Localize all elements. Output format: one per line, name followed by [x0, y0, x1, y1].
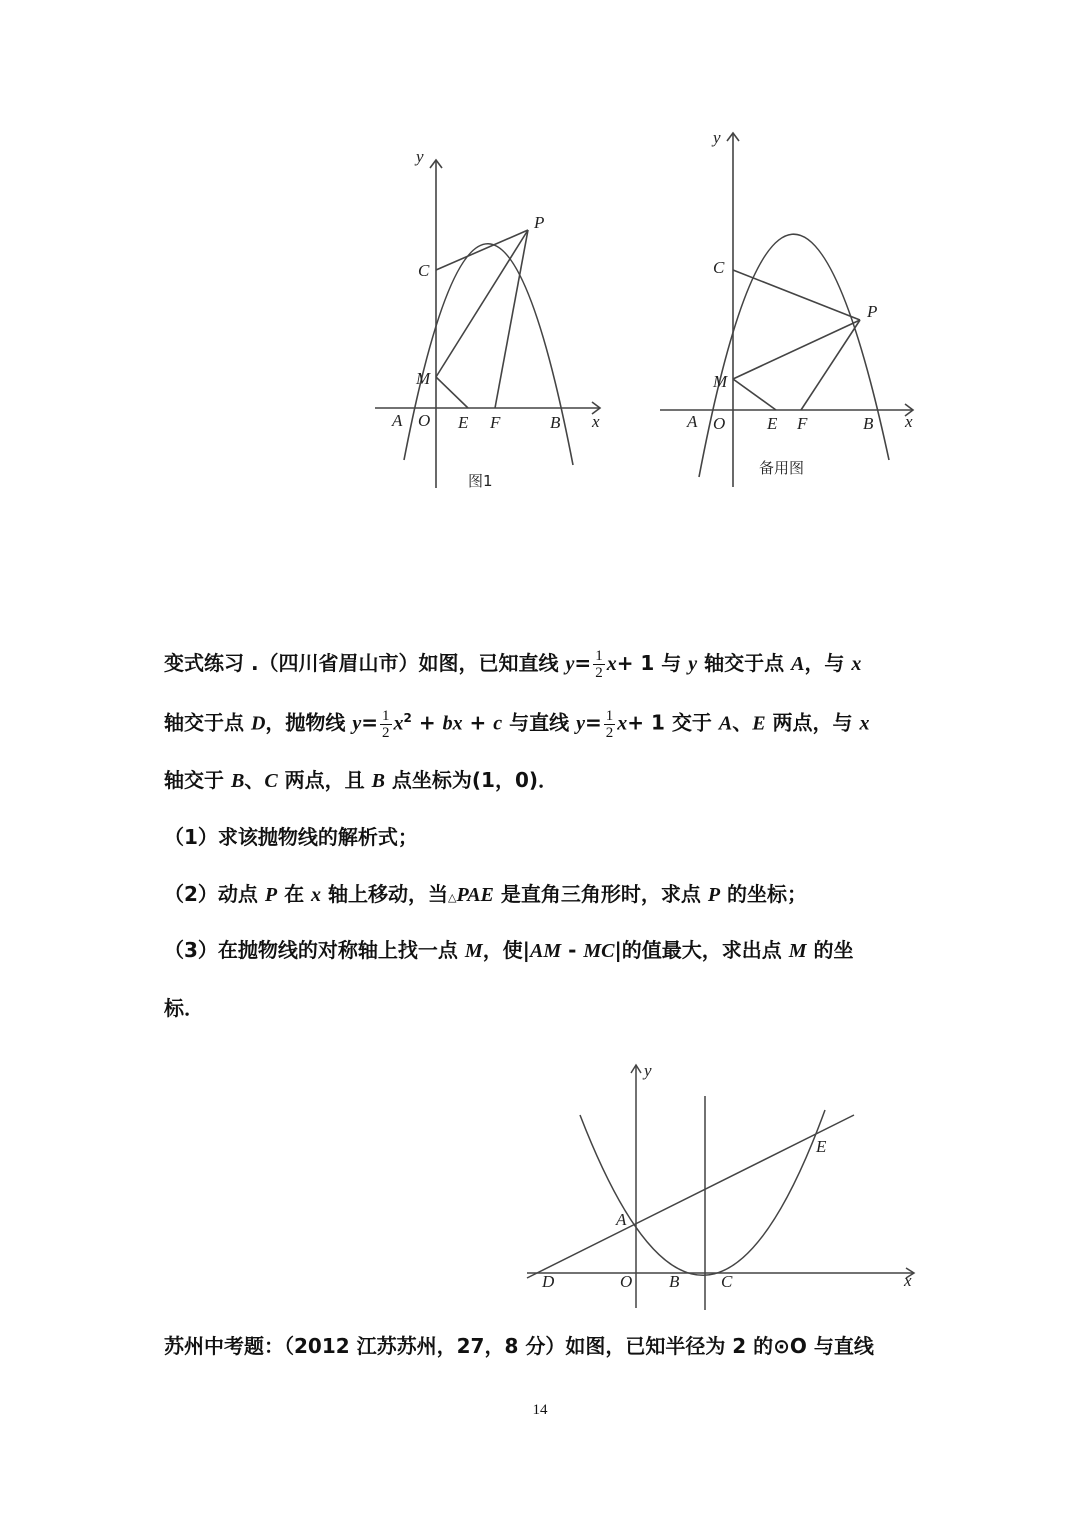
point-C-label: C — [721, 1272, 733, 1291]
segment-ME — [436, 377, 468, 408]
question-3-tail: 标． — [164, 996, 204, 1020]
segment-CP — [733, 270, 860, 320]
y-axis-label: y — [644, 1061, 652, 1080]
problem-line-1: 变式练习 .（四川省眉山市）如图，已知直线 y= $\frac{1}{2}$ x+ 1 与 y 轴交于点 A，与 x — [164, 648, 862, 681]
point-D-label: D — [542, 1272, 555, 1291]
point-C-label: C — [713, 258, 725, 277]
figure-3 — [522, 1060, 922, 1315]
figure-1 — [370, 140, 620, 500]
point-A-label: A — [392, 411, 403, 430]
problem-line-3: 轴交于 B、C 两点，且 B 点坐标为(1，0)． — [164, 768, 559, 792]
problem-line-2: 轴交于点 D，抛物线 y= $\frac{1}{2}$ $x^2$ + bx + c 与直线 y= $\frac{1}{2}$ x+ 1 交于 A、E 两点，与 x — [164, 707, 870, 741]
point-A-label: A — [616, 1210, 627, 1229]
point-M-label: M — [416, 369, 431, 388]
question-2: （2）动点 P 在 x 轴上移动，当△PAE 是直角三角形时，求点 P 的坐标； — [164, 882, 808, 906]
point-P-label: P — [534, 213, 545, 232]
point-M-label: M — [713, 372, 728, 391]
next-problem-line: 苏州中考题：（2012 江苏苏州，27，8 分）如图，已知半径为 2 的⊙O 与直线 — [164, 1334, 874, 1358]
point-O-label: O — [418, 411, 431, 430]
x-axis-label: x — [904, 1271, 912, 1290]
point-B-label: B — [863, 414, 874, 433]
figure-2 — [655, 125, 925, 495]
segment-ME — [733, 379, 776, 410]
y-axis-label: y — [416, 147, 424, 166]
point-O-label: O — [713, 414, 726, 433]
fraction-half: $\frac{1}{2}$ — [595, 648, 603, 681]
figure-2-caption: 备用图 — [759, 459, 805, 477]
figure-1-caption: 图1 — [468, 472, 493, 490]
page-number: 14 — [532, 1402, 548, 1418]
point-P-label: P — [867, 302, 878, 321]
x-axis-label: x — [905, 412, 913, 431]
point-E-label: E — [816, 1137, 827, 1156]
point-F-label: F — [490, 413, 501, 432]
point-O-label: O — [620, 1272, 633, 1291]
point-C-label: C — [418, 261, 430, 280]
parabola — [404, 244, 573, 465]
line-AE — [527, 1115, 854, 1278]
point-A-label: A — [687, 412, 698, 431]
question-3: （3）在抛物线的对称轴上找一点 M，使|AM - MC|的值最大，求出点 M 的坐 — [164, 938, 854, 962]
point-B-label: B — [669, 1272, 680, 1291]
point-B-label: B — [550, 413, 561, 432]
point-F-label: F — [797, 414, 808, 433]
x-axis-label: x — [592, 412, 600, 431]
point-E-label: E — [458, 413, 469, 432]
y-axis-label: y — [713, 128, 721, 147]
parabola — [699, 234, 889, 477]
parabola — [580, 1110, 825, 1275]
question-1: （1）求该抛物线的解析式； — [164, 825, 418, 849]
point-E-label: E — [767, 414, 778, 433]
